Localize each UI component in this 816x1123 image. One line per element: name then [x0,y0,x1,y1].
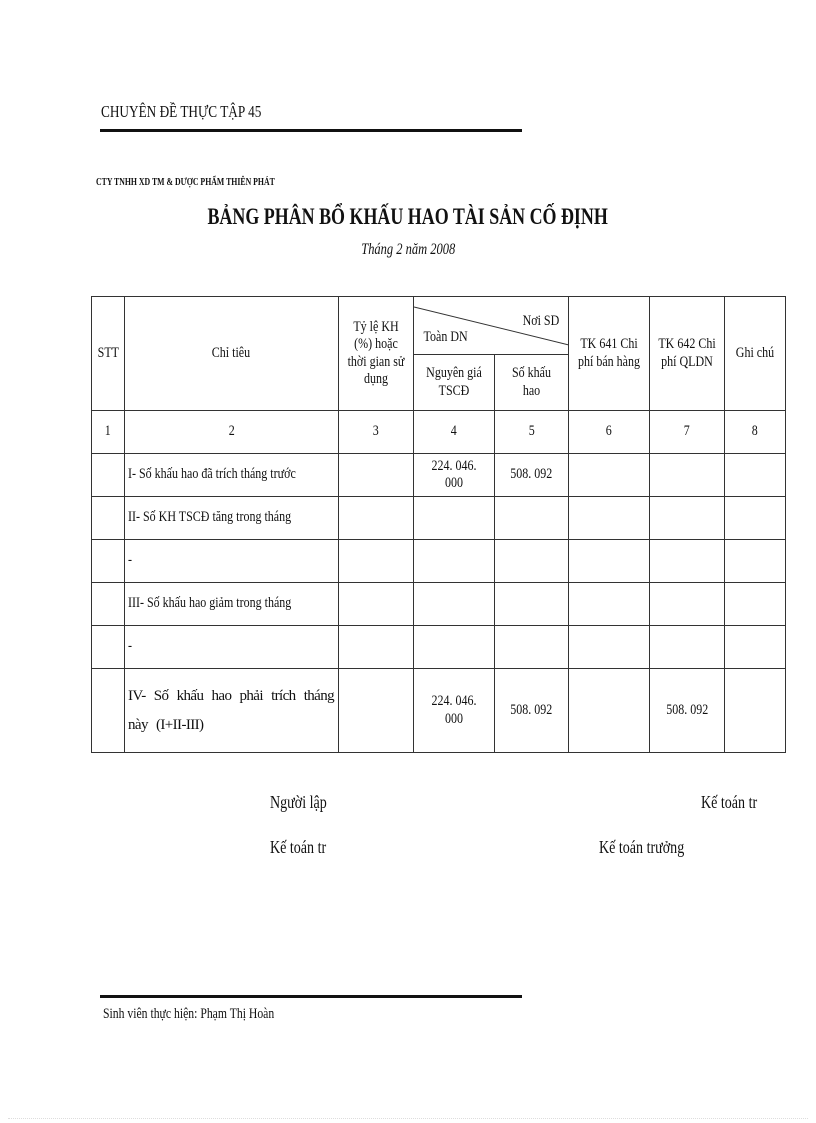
page-header [101,102,307,122]
cell-ghi-chu [724,583,785,626]
cell-ghi-chu [724,669,785,753]
header-ty-le [338,297,413,411]
cell-chi-tieu-text: III- Số khấu hao giảm trong tháng [128,595,292,612]
cell-tk642 [649,626,724,669]
cell-tk642 [649,583,724,626]
cell-nguyen-gia [413,669,494,753]
col-number-text: 7 [683,423,690,440]
cell-so-khau-hao [494,497,568,540]
cell-nguyen-gia [413,454,494,497]
signature-left-bottom [270,837,342,858]
cell-tk642 [649,454,724,497]
table-row [92,583,786,626]
cell-chi-tieu-text: I- Số khấu hao đã trích tháng trước [128,466,296,483]
header-noi-sd-text: Nơi SD [522,312,560,329]
depreciation-table [91,296,786,753]
header-stt-text: STT [97,344,119,361]
cell-stt [92,626,125,669]
col-number [568,411,649,454]
signature-left-bottom-text: Kế toán tr [270,837,327,857]
header-ghi-chu-text: Ghi chú [735,344,774,361]
cell-ty-le [338,454,413,497]
col-number [494,411,568,454]
header-rule [100,129,522,132]
cell-stt [92,540,125,583]
cell-so-khau-hao [494,583,568,626]
cell-stt [92,583,125,626]
header-diagonal-cell [414,299,568,353]
col-number [649,411,724,454]
header-noi-sd [413,297,568,355]
cell-so-khau-hao-text: 508. 092 [510,701,553,718]
cell-tk641 [568,583,649,626]
header-chi-tieu [125,297,339,411]
col-number-text: 4 [450,423,457,440]
table-row [92,669,786,753]
cell-nguyen-gia [413,626,494,669]
cell-chi-tieu-text: - [128,552,132,569]
header-tk642-text: TK 642 Chi phí QLDN [658,336,716,370]
cell-tk642-text: 508. 092 [665,701,708,718]
cell-chi-tieu-text: IV- Số khấu hao phải trích tháng này (I+II-III) [128,688,335,733]
header-tk642 [649,297,724,411]
signature-chief-accountant [599,837,708,858]
cell-tk642 [649,669,724,753]
header-stt [92,297,125,411]
col-number-text: 1 [105,423,111,440]
document-subtitle-text: Tháng 2 năm 2008 [361,241,455,258]
cell-chi-tieu-text: - [128,638,132,655]
page-header-text: CHUYÊN ĐỀ THỰC TẬP 45 [101,102,262,121]
header-tk641 [568,297,649,411]
cell-tk641 [568,669,649,753]
document-title [0,204,816,230]
cell-chi-tieu [125,497,339,540]
cell-chi-tieu [125,454,339,497]
cell-chi-tieu-text: II- Số KH TSCĐ tăng trong tháng [128,509,292,526]
header-nguyen-gia [413,355,494,411]
cell-tk642 [649,540,724,583]
cell-ty-le [338,626,413,669]
col-number-text: 3 [372,423,379,440]
table-row [92,454,786,497]
cell-stt [92,669,125,753]
signature-chief-text: Kế toán trưởng [599,837,685,857]
cell-so-khau-hao [494,540,568,583]
cell-nguyen-gia-text: 224. 046. 000 [431,457,477,491]
page-footer-text: Sinh viên thực hiện: Phạm Thị Hoàn [103,1006,275,1022]
cell-chi-tieu [125,669,339,753]
cell-ghi-chu [724,540,785,583]
cell-tk641 [568,626,649,669]
cell-chi-tieu [125,540,339,583]
signature-right-top-text: Kế toán tr [701,792,758,812]
header-chi-tieu-text: Chỉ tiêu [212,344,251,361]
col-number-text: 8 [751,423,758,440]
cell-ty-le [338,497,413,540]
table-row [92,540,786,583]
company-name-text: CTY TNHH XD TM & DƯỢC PHẨM THIÊN PHÁT [96,177,275,188]
header-toan-dn-text: Toàn DN [423,328,468,345]
cell-ty-le [338,669,413,753]
cell-chi-tieu [125,626,339,669]
signature-right-top [701,792,773,813]
cell-chi-tieu [125,583,339,626]
col-number [724,411,785,454]
header-ty-le-text: Tỷ lệ KH (%) hoặc thời gian sử dụng [347,319,405,387]
cell-stt [92,497,125,540]
table-row [92,626,786,669]
cell-nguyen-gia [413,497,494,540]
header-nguyen-gia-text: Nguyên giá TSCĐ [425,365,482,399]
cell-ty-le [338,540,413,583]
cell-tk641 [568,497,649,540]
cell-ty-le [338,583,413,626]
cell-so-khau-hao [494,669,568,753]
cell-nguyen-gia [413,540,494,583]
signature-preparer [270,792,343,813]
cell-stt [92,454,125,497]
page-bottom-edge [8,1118,808,1119]
col-number-text: 2 [228,423,235,440]
cell-ghi-chu [724,626,785,669]
column-number-row [92,411,786,454]
header-so-khau-hao [494,355,568,411]
cell-so-khau-hao [494,454,568,497]
table-row [92,497,786,540]
cell-ghi-chu [724,497,785,540]
col-number [338,411,413,454]
footer-rule [100,995,522,998]
cell-nguyen-gia [413,583,494,626]
col-number-text: 5 [528,423,535,440]
cell-tk641 [568,540,649,583]
document-subtitle [0,241,816,259]
cell-ghi-chu [724,454,785,497]
header-ghi-chu [724,297,785,411]
col-number [92,411,125,454]
cell-so-khau-hao-text: 508. 092 [510,466,553,483]
cell-tk642 [649,497,724,540]
cell-tk641 [568,454,649,497]
col-number [125,411,339,454]
company-name [96,177,325,188]
cell-so-khau-hao [494,626,568,669]
signature-preparer-text: Người lập [270,792,327,812]
document-title-text: BẢNG PHÂN BỔ KHẤU HAO TÀI SẢN CỐ ĐỊNH [207,204,609,229]
header-so-khau-hao-text: Số khấu hao [511,365,551,399]
col-number-text: 6 [605,423,612,440]
page-footer [103,1006,323,1023]
header-tk641-text: TK 641 Chi phí bán hàng [577,336,640,370]
cell-nguyen-gia-text: 224. 046. 000 [431,693,477,727]
col-number [413,411,494,454]
